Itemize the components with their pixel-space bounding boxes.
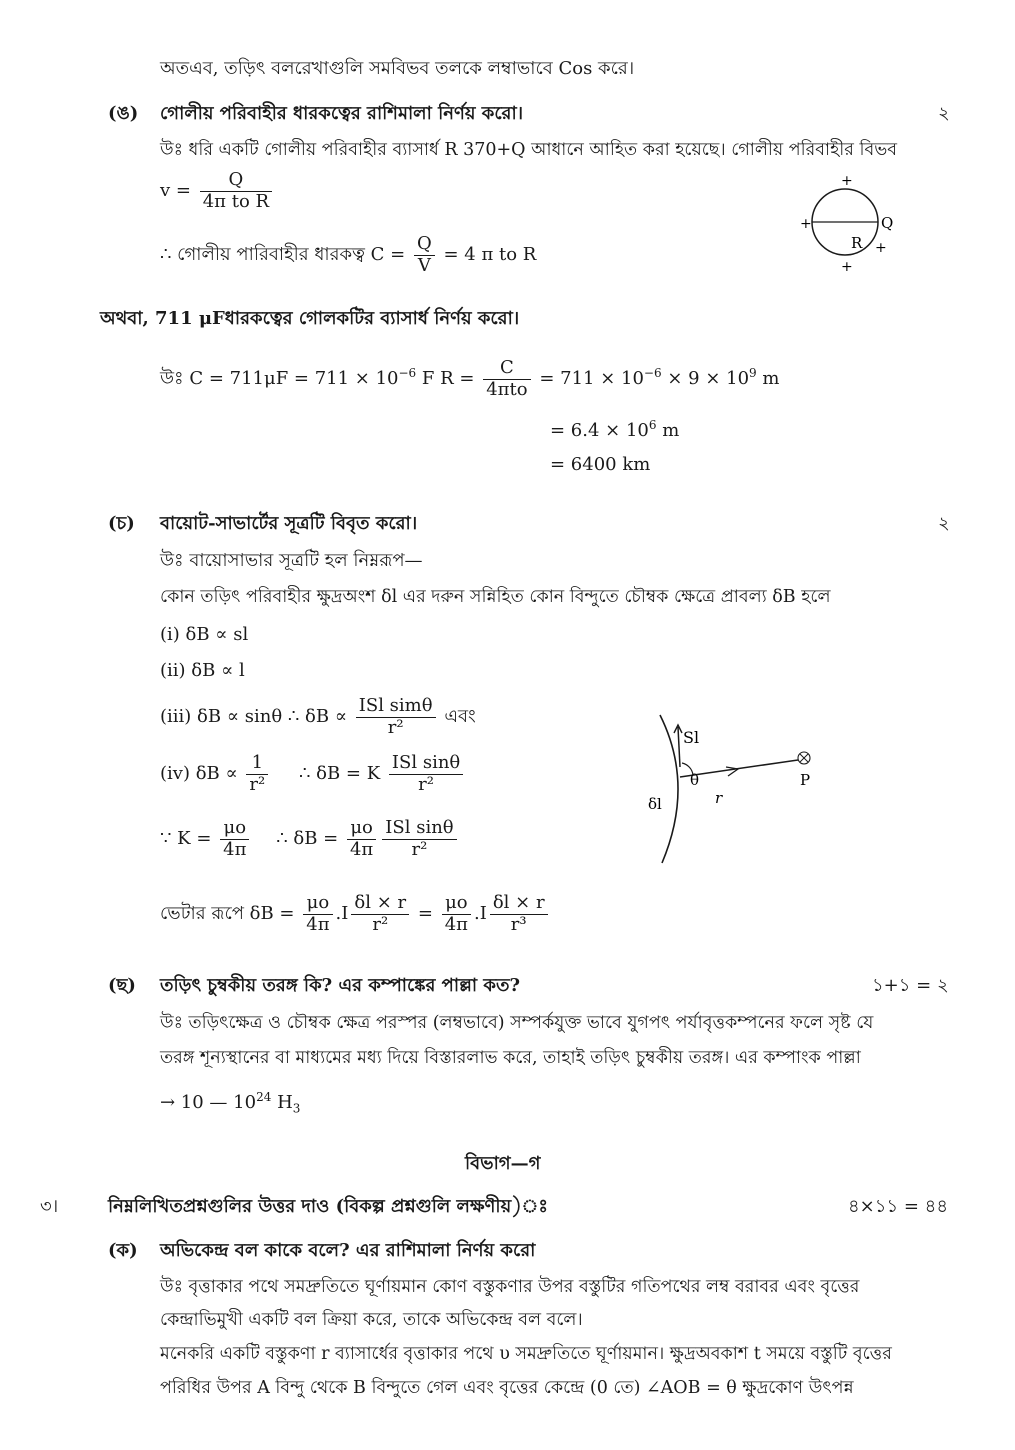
k-den2: 4π: [349, 838, 374, 860]
sl-label: Sl: [683, 728, 700, 747]
v-den: 4π to R: [202, 190, 270, 212]
q-or-l1b: F R =: [416, 368, 475, 390]
p-label: P: [800, 771, 811, 789]
c-prefix: ∴ গোলীয় পারিবাহীর ধারকত্ব C =: [160, 244, 406, 266]
q-or-fraction: [483, 358, 530, 400]
c-den: V: [417, 254, 431, 276]
q-or-l1c-sup: −6: [643, 366, 662, 381]
q-ka-question: অভিকেন্দ্র বল কাকে বলে? এর রাশিমালা নির্ণয় করো: [160, 1240, 536, 1261]
q-or-l2-sup: 6: [648, 418, 657, 432]
q-cha-ans1: উঃ বায়োসাভার সূত্রটি হল নিম্নরূপ—: [160, 550, 423, 571]
k-den: 4π: [223, 838, 247, 860]
vec-num4: δl × r: [490, 893, 548, 915]
q-or-l2-end: m: [656, 420, 680, 441]
vec-num1: μo: [303, 893, 332, 915]
iii-den: r²: [387, 716, 404, 738]
iv-fraction: [246, 753, 268, 795]
vec-fraction4: [490, 893, 548, 935]
c-formula: [160, 234, 536, 276]
k-a: ∵ K =: [160, 828, 212, 850]
k-num: μo: [220, 818, 249, 840]
iii-a: (iii) δB ∝ sinθ ∴ δB ∝: [160, 706, 348, 728]
q-or-l2: = 6.4 × 10: [550, 420, 649, 441]
q-or-l1e: m: [756, 368, 780, 390]
sl-arrow: [678, 727, 680, 767]
q-or-line3: = 6400 km: [550, 454, 651, 475]
r-label: r: [715, 789, 723, 807]
k-fraction: [220, 818, 249, 860]
vec-fraction1: [303, 893, 332, 935]
q3-text: নিম্নলিখিতপ্রশ্নগুলির উত্তর দাও (বিকল্প প্রশ্নগুলি লক্ষণীয়)ঃ: [108, 1196, 548, 1217]
q-cha-marks: ২: [938, 513, 950, 534]
charge-label: Q: [881, 214, 894, 232]
q-ka-ans1: উঃ বৃত্তাকার পথে সমদ্রুতিতে ঘূর্ণায়মান কোণ বস্তুকণার উপর বস্তুটির গতিপথের লম্ব বরাবর এবং বৃত্তের: [160, 1277, 860, 1297]
r-arrowhead: [726, 767, 738, 776]
biot-savart-figure: [640, 705, 830, 870]
vec-den4: r³: [510, 913, 527, 935]
q-ka-ans4: পরিধির উপর A বিন্দু থেকে B বিন্দুতে গেল এবং বৃত্তের কেন্দ্রে (0 তে) ∠AOB = θ ক্ষুদ্রকোণ উৎপন্ন: [160, 1378, 854, 1398]
q-ka-label: (ক): [108, 1240, 138, 1261]
vec-num2: δl × r: [351, 893, 409, 915]
q-chha-ans2: তরঙ্গ শূন্যস্থানের বা মাধ্যমের মধ্য দিয়ে বিস্তারলাভ করে, তাহাই তড়িৎ চুম্বকীয় তরঙ্গ। এর কম্পাংক পাল্লা: [160, 1048, 861, 1068]
ans3-a: → 10 — 10: [160, 1092, 257, 1113]
iii-fraction: [356, 696, 436, 738]
q-cha-question: বায়োট-সাভার্টের সূত্রটি বিবৃত করো।: [160, 513, 418, 534]
q-cha-ii: (ii) δB ∝ l: [160, 660, 245, 681]
c-rhs: = 4 π to R: [443, 244, 537, 266]
q-or-l1d-sup: 9: [749, 366, 757, 381]
ans3-b: H: [271, 1092, 293, 1113]
ans3-sub: 3: [292, 1101, 301, 1116]
plus-bottom: +: [841, 259, 853, 275]
q3-marks: ৪×১১ = ৪৪: [848, 1196, 949, 1217]
q-chha-question: তড়িৎ চুম্বকীয় তরঙ্গ কি? এর কম্পাঙ্কের পাল্লা কত?: [160, 975, 521, 996]
q-ka-ans2: কেন্দ্রাভিমুখী একটি বল ক্রিয়া করে, তাকে অভিকেন্দ্র বল বলে।: [160, 1310, 583, 1330]
dl-label: δl: [648, 795, 662, 813]
c-fraction: [414, 234, 435, 276]
plus-top: +: [841, 176, 853, 189]
q-or-l1a: উঃ C = 711μF = 711 × 10: [160, 368, 399, 390]
iv-den2: r²: [418, 773, 434, 795]
theta-label: θ: [690, 771, 700, 789]
v-formula: [160, 170, 275, 212]
vec-eq: =: [417, 903, 433, 925]
v-lhs: v =: [160, 180, 191, 202]
c-num: Q: [414, 234, 435, 256]
vec-den3: 4π: [444, 913, 468, 935]
sphere-figure: [795, 176, 905, 276]
q-cha-i: (i) δB ∝ sl: [160, 624, 249, 645]
q-or-question: অথবা, 711 μFধারকত্বের গোলকটির ব্যাসার্ধ নির্ণয় করো।: [100, 308, 520, 329]
ans3-sup: 24: [256, 1090, 272, 1104]
section-heading: বিভাগ—গ: [465, 1153, 541, 1174]
k-den3: r²: [411, 838, 428, 860]
q-cha-iv: [160, 753, 466, 795]
v-num: Q: [200, 170, 272, 192]
iv-num: 1: [246, 753, 268, 775]
q-or-den: 4πto: [486, 378, 528, 400]
k-b: ∴ δB =: [276, 828, 339, 850]
q-chha-label: (ছ): [108, 975, 136, 996]
intro-line: অতএব, তড়িৎ বলরেখাগুলি সমবিভব তলকে লম্বাভাবে Cos করে।: [160, 58, 635, 79]
iv-den: r²: [249, 773, 266, 795]
vec-fraction3: [442, 893, 471, 935]
q-uma-marks: ২: [938, 103, 950, 124]
k-num2: μo: [347, 818, 376, 840]
q-cha-label: (চ): [108, 513, 135, 534]
k-num3: ISl sinθ: [382, 818, 456, 840]
v-fraction: [200, 170, 272, 212]
iii-b: এবং: [444, 706, 476, 728]
conductor-curve: [660, 715, 678, 863]
q-chha-ans3: [160, 1090, 300, 1116]
vec-i1: .I: [335, 903, 349, 925]
q3-number: ৩।: [40, 1196, 59, 1217]
q-or-num: C: [483, 358, 530, 380]
q-cha-ans2: কোন তড়িৎ পরিবাহীর ক্ষুদ্রঅংশ δl এর দরুন সন্নিহিত কোন বিন্দুতে চৌম্বক ক্ষেত্রে প্রাবল্য δB হলে: [160, 587, 831, 607]
iv-fraction2: [389, 753, 463, 795]
k-fraction3: [382, 818, 456, 860]
q-uma-answer-line: উঃ ধরি একটি গোলীয় পরিবাহীর ব্যাসার্ধ R 370+Q আধানে আহিত করা হয়েছে। গোলীয় পরিবাহীর বিভব: [160, 140, 898, 160]
q-or-line2: [550, 418, 679, 442]
q-cha-k: [160, 818, 460, 860]
k-fraction2: [347, 818, 376, 860]
q-or-l1c: = 711 × 10: [539, 368, 644, 390]
plus-right: +: [875, 240, 887, 256]
vec-i2: .I: [473, 903, 487, 925]
q-or-l1a-sup: −6: [398, 366, 417, 381]
q-or-line1: [160, 358, 779, 400]
iv-num2: ISl sinθ: [389, 753, 463, 775]
vec-num3: μo: [442, 893, 471, 915]
vec-fraction2: [351, 893, 409, 935]
plus-left: +: [800, 216, 812, 232]
q-cha-vector: [160, 893, 551, 935]
q-ka-ans3: মনেকরি একটি বস্তুকণা r ব্যাসার্ধের বৃত্তাকার পথে υ সমদ্রুতিতে ঘূর্ণায়মান। ক্ষুদ্রঅবকাশ t সময়ে বস্তুটি বৃত্তের: [160, 1344, 892, 1364]
q-chha-ans1: উঃ তড়িৎক্ষেত্র ও চৌম্বক ক্ষেত্র পরস্পর (লম্বভাবে) সম্পর্কযুক্ত ভাবে যুগপৎ পর্যাবৃত্তকম্পনের ফলে সৃষ্ট যে: [160, 1013, 874, 1033]
q-chha-marks: ১+১ = ২: [872, 975, 949, 996]
iii-num: ISl simθ: [356, 696, 436, 718]
q-uma-question: গোলীয় পরিবাহীর ধারকত্বের রাশিমালা নির্ণয় করো।: [160, 103, 524, 124]
iv-a: (iv) δB ∝: [160, 763, 238, 785]
iv-b: ∴ δB = K: [298, 763, 381, 785]
vec-a: ভেটার রূপে δB =: [160, 903, 295, 925]
q-uma-label: (ঙ): [108, 103, 139, 124]
q-cha-iii: [160, 696, 476, 738]
q-or-l1d: × 9 × 10: [661, 368, 750, 390]
radius-label: R: [851, 234, 863, 252]
vec-den2: r²: [372, 913, 389, 935]
vec-den1: 4π: [306, 913, 330, 935]
